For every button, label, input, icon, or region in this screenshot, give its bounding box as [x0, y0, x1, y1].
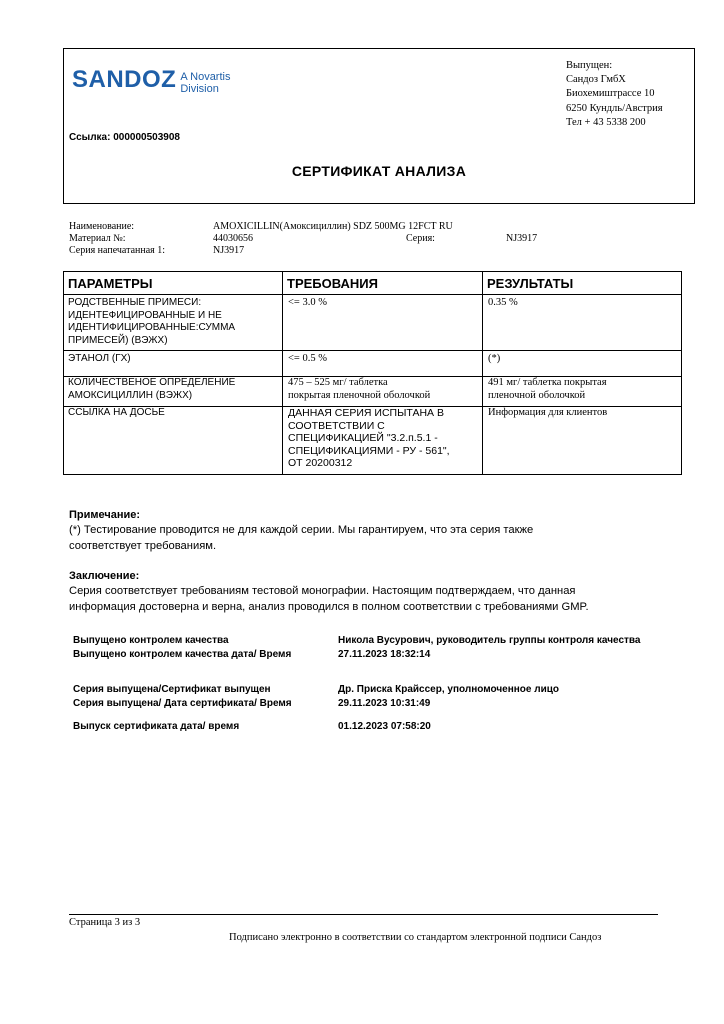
- signature-value: 01.12.2023 07:58:20: [338, 721, 431, 732]
- table-row: [68, 353, 131, 366]
- logo-subtitle: [180, 71, 230, 95]
- conclusion-line: информация достоверна и верна, анализ проводился в полном соответствии с требованиями GMP.: [69, 600, 589, 613]
- requirement-line: ОТ 20200312: [288, 457, 353, 469]
- column-header-requirements: ТРЕБОВАНИЯ: [287, 276, 378, 291]
- page-number: Страница 3 из 3: [69, 917, 141, 928]
- column-header-results: РЕЗУЛЬТАТЫ: [487, 276, 574, 291]
- signature-label: Выпущено контролем качества: [73, 635, 229, 646]
- param-line: ИДЕНТИФИЦИРОВАННЫЕ:СУММА: [68, 322, 236, 333]
- issuer-line: Биохемиштрассе 10: [566, 88, 655, 100]
- param-line: ИДЕНТЕФИЦИРОВАННЫЕ И НЕ: [68, 309, 222, 321]
- note-text: [69, 523, 533, 554]
- issuer-line: Сандоз ГмбХ: [566, 74, 626, 86]
- requirement-cell: [288, 377, 430, 402]
- result-line: 491 мг/ таблетка покрытая: [488, 377, 607, 388]
- conclusion-heading: Заключение:: [69, 570, 140, 582]
- printed-series-value: NJ3917: [213, 245, 245, 256]
- reference-number: Ссылка: 000000503908: [69, 132, 180, 143]
- result-cell: [488, 377, 607, 402]
- result-cell: (*): [488, 353, 501, 364]
- conclusion-text: [69, 584, 589, 615]
- material-value: 44030656: [213, 233, 253, 244]
- issuer-line: Тел + 43 5338 200: [566, 116, 646, 128]
- requirement-cell: [288, 407, 450, 470]
- param-line: РОДСТВЕННЫЕ ПРИМЕСИ:: [68, 297, 202, 308]
- requirement-line: 475 – 525 мг/ таблетка: [288, 377, 388, 388]
- result-cell: Информация для клиентов: [488, 407, 608, 418]
- table-row: [68, 297, 235, 347]
- requirement-line: СПЕЦИФИКАЦИЯМИ - РУ - 561",: [288, 444, 450, 457]
- requirement-cell: <= 3.0 %: [288, 297, 327, 308]
- printed-series-label: Серия напечатанная 1:: [69, 245, 166, 256]
- param-line: ЭТАНОЛ (ГХ): [68, 353, 131, 364]
- table-rule: [64, 294, 681, 295]
- signature-label: Серия выпущена/ Дата сертификата/ Время: [73, 698, 292, 709]
- param-line: КОЛИЧЕСТВЕНОЕ ОПРЕДЕЛЕНИЕ: [68, 377, 236, 388]
- note-line: соответствует требованиям.: [69, 539, 217, 552]
- param-line: АМОКСИЦИЛЛИН (ВЭЖХ): [68, 389, 193, 401]
- signature-label: Выпущено контролем качества дата/ Время: [73, 649, 292, 660]
- requirement-cell: <= 0.5 %: [288, 353, 327, 364]
- footer-rule: [69, 914, 658, 915]
- column-header-parameters: ПАРАМЕТРЫ: [68, 276, 153, 291]
- signature-value: 29.11.2023 10:31:49: [338, 698, 431, 709]
- logo-sub-line-2: Division: [180, 83, 219, 95]
- table-rule: [64, 350, 681, 351]
- param-line: ПРИМЕСЕЙ) (ВЭЖХ): [68, 334, 168, 346]
- material-label: Материал №:: [69, 233, 126, 244]
- table-row: [68, 407, 165, 420]
- signature-value: 27.11.2023 18:32:14: [338, 649, 431, 660]
- requirement-line: ДАННАЯ СЕРИЯ ИСПЫТАНА В: [288, 407, 444, 419]
- sandoz-logo: [72, 68, 230, 95]
- signature-label: Серия выпущена/Сертификат выпущен: [73, 684, 271, 695]
- note-line: (*) Тестирование проводится не для каждой серии. Мы гарантируем, что эта серия также: [69, 524, 534, 536]
- signature-value: Никола Вусурович, руководитель группы контроля качества: [338, 635, 641, 646]
- signature-statement: Подписано электронно в соответствии со стандартом электронной подписи Сандоз: [229, 932, 602, 943]
- requirement-line: СПЕЦИФИКАЦИЕЙ "3.2.п.5.1 -: [288, 432, 438, 444]
- result-cell: 0.35 %: [488, 297, 518, 308]
- document-title: СЕРТИФИКАТ АНАЛИЗА: [291, 163, 467, 179]
- logo-brand: SANDOZ: [72, 66, 177, 93]
- series-label: Серия:: [406, 233, 435, 244]
- requirement-line: СООТВЕТСТВИИ С: [288, 419, 385, 432]
- name-value: AMOXICILLIN(Амоксициллин) SDZ 500MG 12FCT RU: [213, 221, 453, 232]
- signature-label: Выпуск сертификата дата/ время: [73, 721, 240, 732]
- table-divider: [482, 272, 483, 474]
- series-value: NJ3917: [506, 233, 538, 244]
- conclusion-line: Серия соответствует требованиям тестовой монографии. Настоящим подтверждаем, что данная: [69, 585, 576, 597]
- table-row: [68, 377, 235, 402]
- signature-value: Др. Приска Крайссер, уполномоченное лицо: [338, 684, 560, 695]
- requirement-line: покрытая пленочной оболочкой: [288, 389, 431, 401]
- param-line: ССЫЛКА НА ДОСЬЕ: [68, 407, 165, 418]
- issuer-line: 6250 Кундль/Австрия: [566, 102, 663, 114]
- logo-sub-line-1: A Novartis: [180, 71, 231, 83]
- issuer-line: Выпущен:: [566, 60, 613, 71]
- issuer-address: [566, 59, 663, 130]
- table-divider: [282, 272, 283, 474]
- note-heading: Примечание:: [69, 509, 141, 521]
- name-label: Наименование:: [69, 221, 135, 232]
- result-line: пленочной оболочкой: [488, 389, 586, 401]
